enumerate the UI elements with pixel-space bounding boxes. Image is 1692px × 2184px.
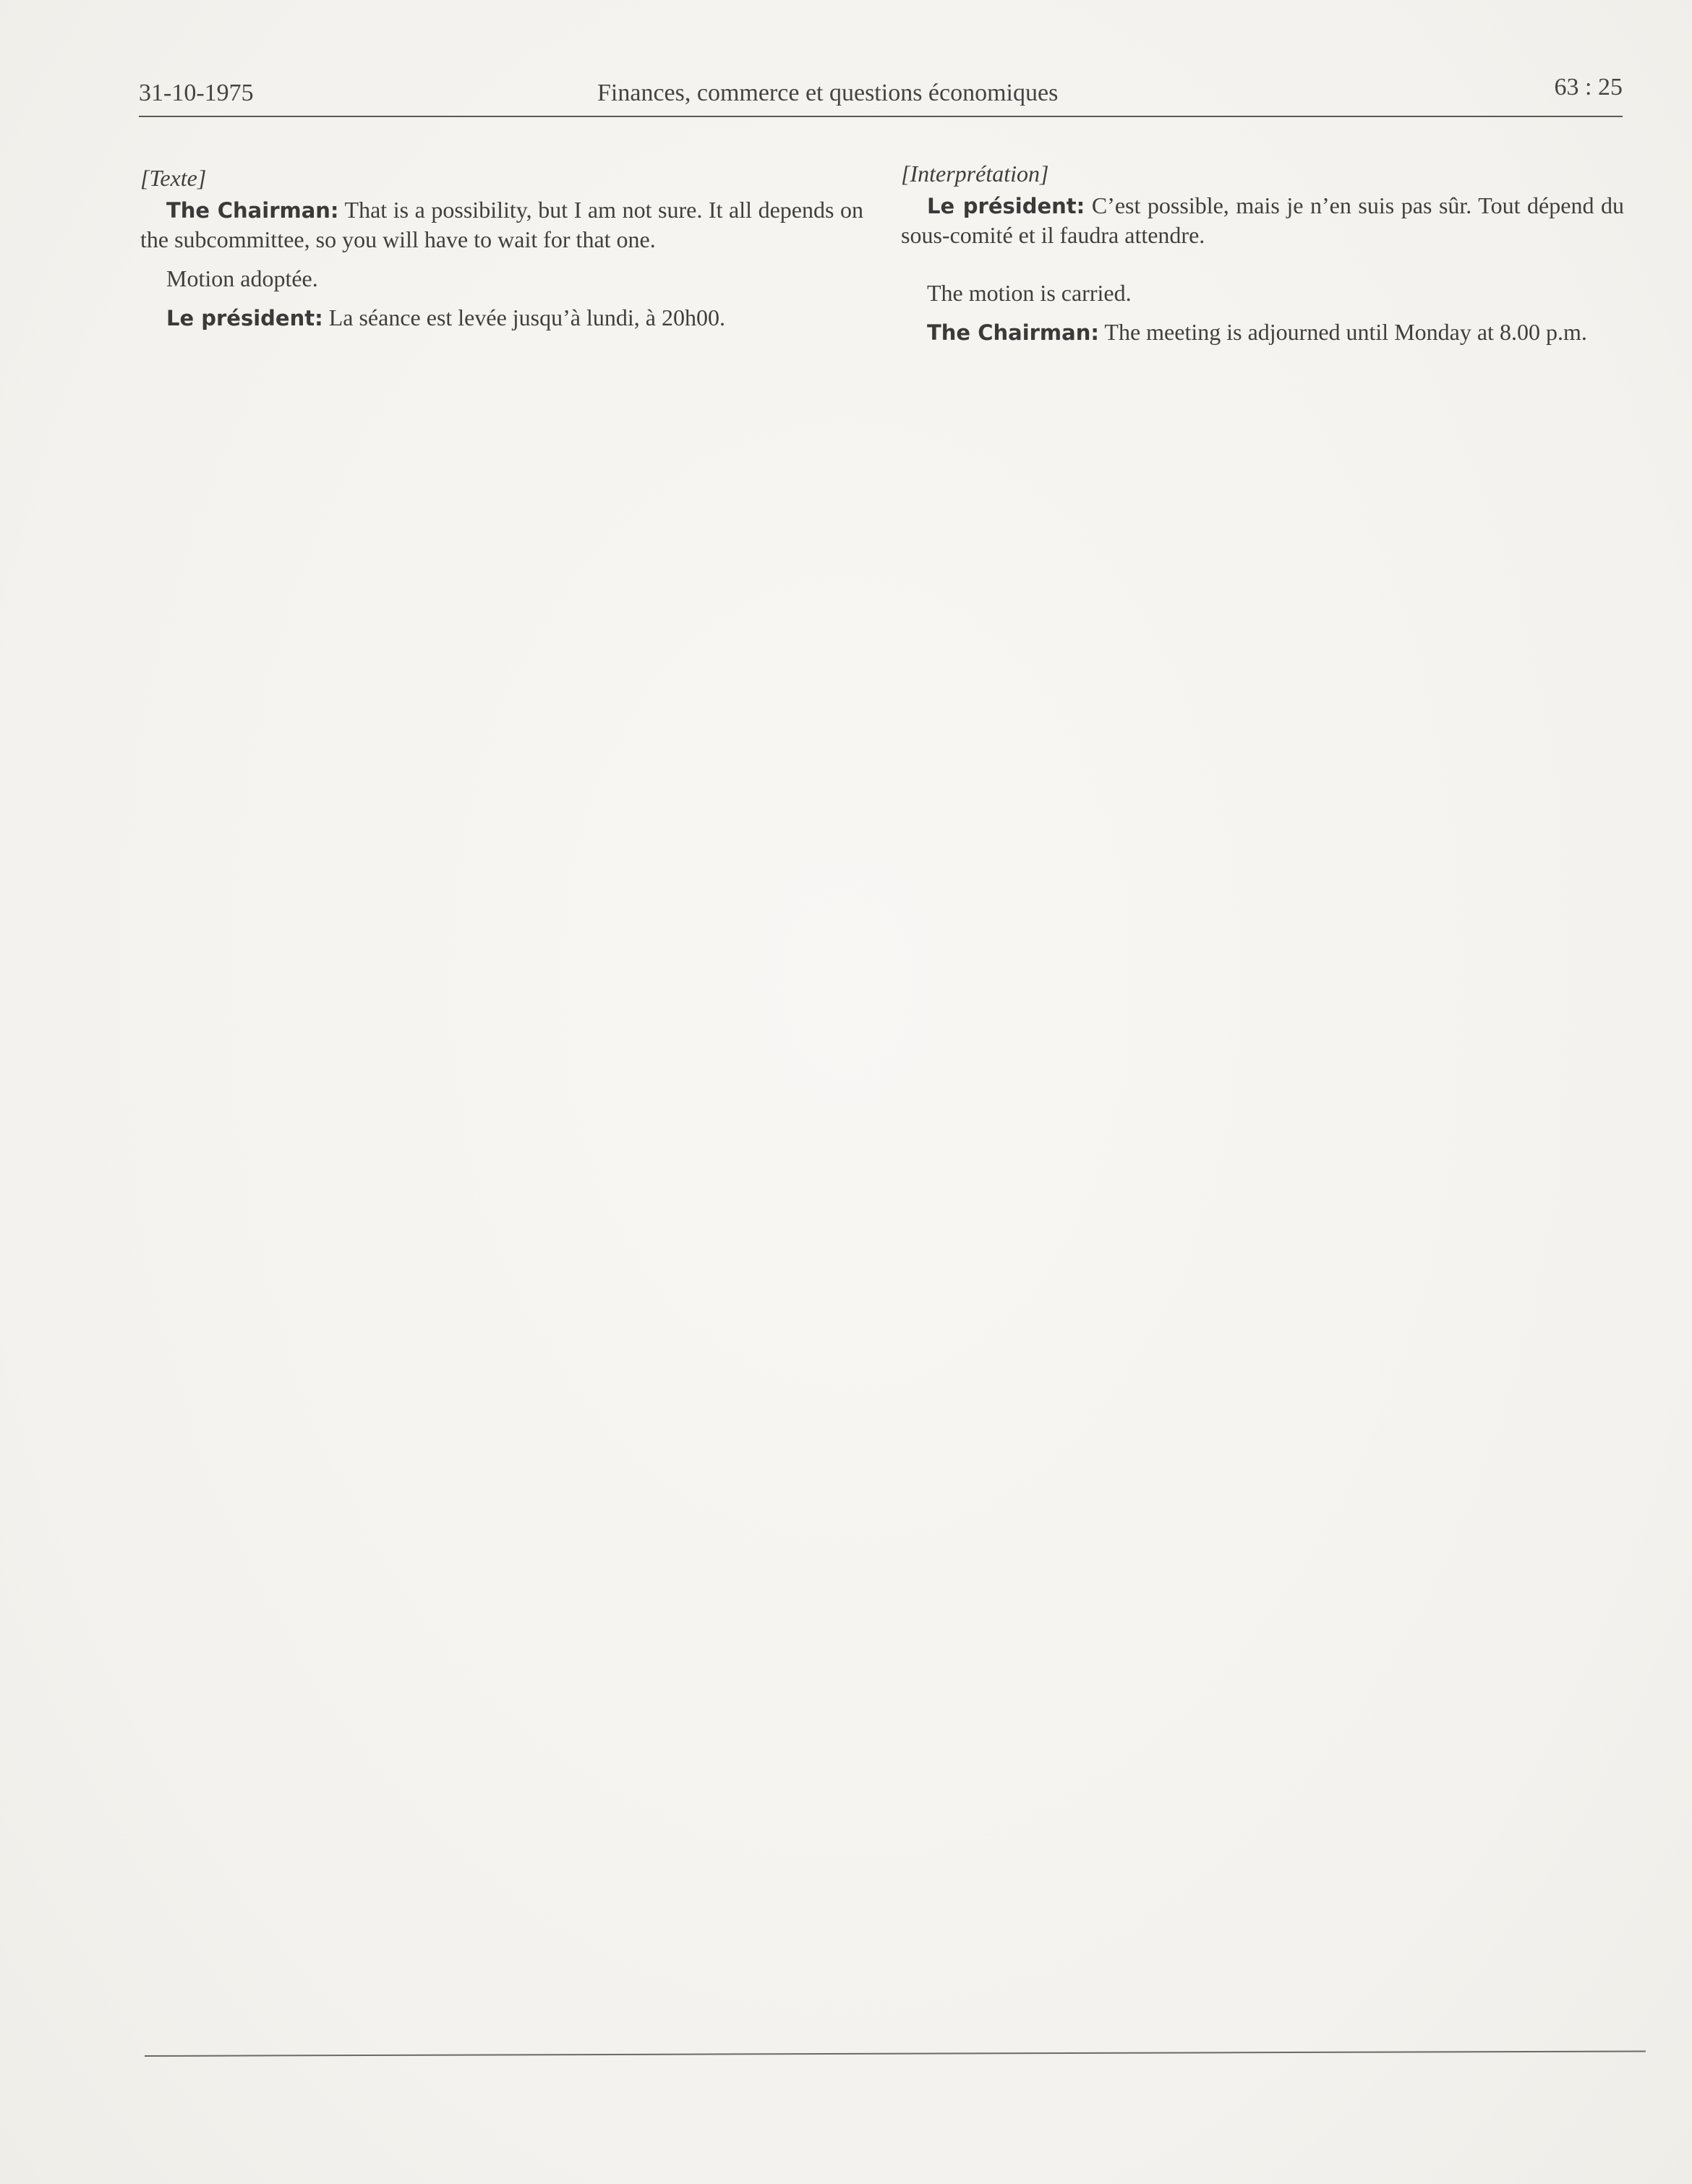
header-rule	[139, 116, 1623, 117]
left-column	[140, 163, 863, 333]
paragraph-motion: Motion adoptée.	[166, 265, 318, 291]
paragraph-text: That is a possibility, but I am not sure. It all depends on the subcommittee, so you will have to wait for that one.	[140, 197, 863, 252]
speaker-name: The Chairman:	[927, 320, 1099, 345]
footer-rule	[145, 2050, 1646, 2057]
right-column	[901, 159, 1624, 347]
section-label-interpretation: [Interprétation]	[901, 161, 1049, 187]
paragraph-motion: The motion is carried.	[927, 280, 1132, 306]
header-date: 31-10-1975	[139, 80, 254, 106]
paragraph-text: C’est possible, mais je n’en suis pas sûr. Tout dépend du sous-comité et il faudra attendre.	[901, 192, 1624, 248]
paragraph-chairman-reply	[140, 195, 863, 254]
paragraph-text: La séance est levée jusqu’à lundi, à 20h00.	[322, 304, 725, 330]
header-title: Finances, commerce et questions économiques	[597, 80, 1059, 106]
page-header	[139, 71, 1623, 114]
paragraph-text: The meeting is adjourned until Monday at 8.00 p.m.	[1098, 319, 1587, 345]
paragraph-adjournment	[901, 317, 1624, 347]
speaker-name: Le président:	[927, 194, 1085, 218]
speaker-name: Le président:	[166, 306, 323, 330]
paragraph-president-reply	[901, 191, 1624, 249]
paragraph-adjournment	[140, 303, 863, 333]
speaker-name: The Chairman:	[166, 198, 339, 223]
section-label-texte: [Texte]	[140, 165, 207, 191]
header-page-number: 63 : 25	[1554, 74, 1623, 101]
